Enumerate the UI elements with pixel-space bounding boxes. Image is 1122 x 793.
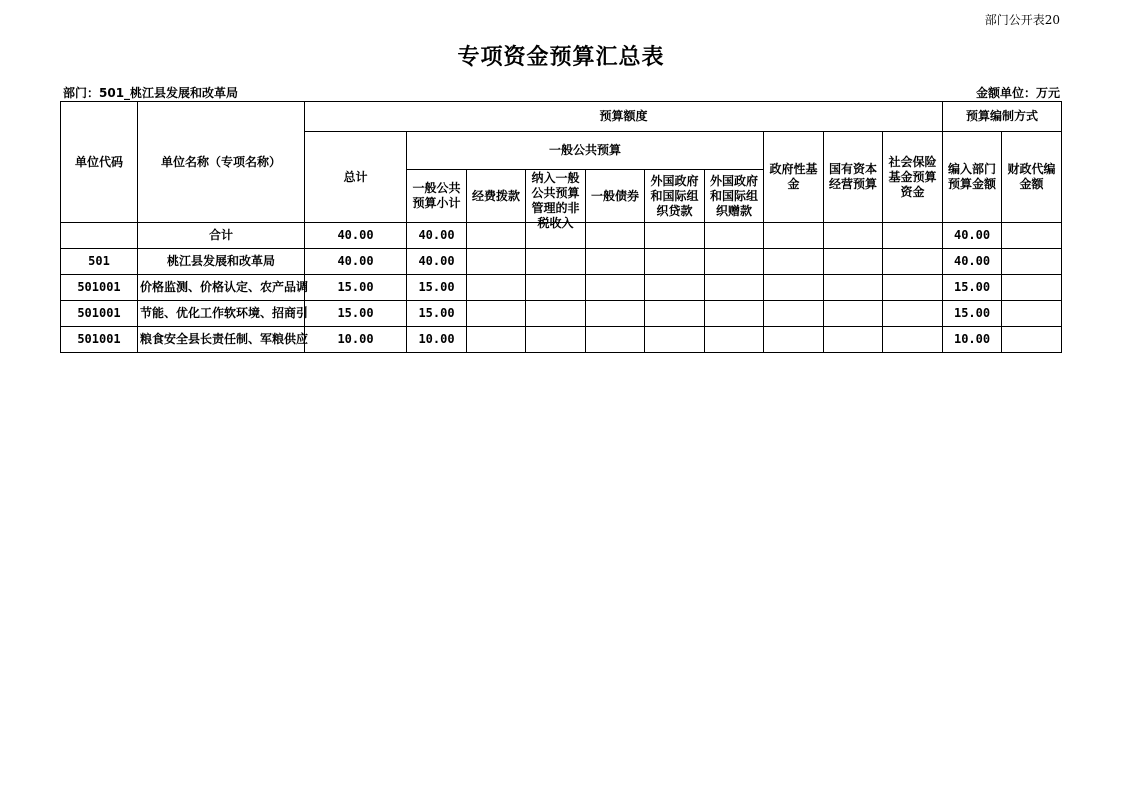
amount-unit-label: 金额单位：万元	[975, 86, 1060, 100]
empty-cell	[883, 275, 943, 301]
row-subtotal-cell: 15.00	[407, 275, 467, 301]
header-dept-amount: 编入部门预算金额	[943, 132, 1002, 223]
total-total-cell: 40.00	[305, 223, 407, 249]
empty-cell	[467, 327, 526, 353]
empty-cell	[526, 249, 586, 275]
table-row	[61, 275, 1062, 301]
empty-cell	[883, 249, 943, 275]
row-dept-amount-cell: 40.00	[943, 249, 1002, 275]
empty-cell	[883, 301, 943, 327]
header-budget-method: 预算编制方式	[943, 102, 1062, 132]
header-finance-amount: 财政代编金额	[1002, 132, 1062, 223]
empty-cell	[764, 223, 824, 249]
header-general-bonds: 一般债券	[586, 170, 645, 223]
empty-cell	[526, 275, 586, 301]
empty-cell	[1002, 327, 1062, 353]
empty-cell	[586, 223, 645, 249]
empty-cell	[526, 327, 586, 353]
empty-cell	[526, 301, 586, 327]
row-name-cell: 节能、优化工作软环境、招商引	[138, 301, 305, 327]
row-name-cell: 价格监测、价格认定、农产品调	[138, 275, 305, 301]
empty-cell	[467, 275, 526, 301]
empty-cell	[824, 327, 883, 353]
row-subtotal-cell: 40.00	[407, 249, 467, 275]
row-dept-amount-cell: 15.00	[943, 275, 1002, 301]
row-code-cell: 501001	[61, 275, 138, 301]
empty-cell	[1002, 223, 1062, 249]
empty-cell	[645, 249, 705, 275]
empty-cell	[764, 249, 824, 275]
empty-cell	[1002, 301, 1062, 327]
total-label-cell: 合计	[138, 223, 305, 249]
empty-cell	[586, 327, 645, 353]
empty-cell	[764, 327, 824, 353]
empty-cell	[705, 275, 764, 301]
empty-cell	[824, 275, 883, 301]
page-title: 专项资金预算汇总表	[457, 45, 665, 70]
header-social-insurance: 社会保险基金预算资金	[883, 132, 943, 223]
header-funding: 经费拨款	[467, 170, 526, 223]
empty-cell	[883, 327, 943, 353]
row-code-cell: 501001	[61, 327, 138, 353]
empty-cell	[645, 327, 705, 353]
header-unit-name: 单位名称（专项名称）	[138, 102, 305, 223]
empty-cell	[467, 301, 526, 327]
budget-table	[60, 101, 1062, 353]
row-dept-amount-cell: 10.00	[943, 327, 1002, 353]
header-gpb-subtotal: 一般公共预算小计	[407, 170, 467, 223]
empty-cell	[586, 249, 645, 275]
header-unit-code: 单位代码	[61, 102, 138, 223]
header-non-tax-text: 纳入一般公共预算管理的非税收入	[531, 171, 580, 230]
row-dept-amount-cell: 15.00	[943, 301, 1002, 327]
empty-cell	[764, 301, 824, 327]
total-subtotal-cell: 40.00	[407, 223, 467, 249]
table-row	[61, 249, 1062, 275]
empty-cell	[586, 301, 645, 327]
department-label: 部门：501_桃江县发展和改革局	[63, 86, 239, 100]
header-total: 总计	[305, 132, 407, 223]
empty-cell	[645, 275, 705, 301]
row-subtotal-cell: 15.00	[407, 301, 467, 327]
total-code-cell	[61, 223, 138, 249]
header-foreign-loans: 外国政府和国际组织贷款	[645, 170, 705, 223]
row-total-cell: 40.00	[305, 249, 407, 275]
row-code-cell: 501	[61, 249, 138, 275]
header-budget-amount: 预算额度	[305, 102, 943, 132]
empty-cell	[824, 301, 883, 327]
empty-cell	[705, 223, 764, 249]
row-total-cell: 15.00	[305, 301, 407, 327]
table-row	[61, 301, 1062, 327]
row-subtotal-cell: 10.00	[407, 327, 467, 353]
row-name-cell: 粮食安全县长责任制、军粮供应	[138, 327, 305, 353]
empty-cell	[645, 301, 705, 327]
empty-cell	[1002, 275, 1062, 301]
empty-cell	[586, 275, 645, 301]
empty-cell	[824, 223, 883, 249]
empty-cell	[883, 223, 943, 249]
empty-cell	[764, 275, 824, 301]
empty-cell	[467, 223, 526, 249]
row-name-cell: 桃江县发展和改革局	[138, 249, 305, 275]
table-row	[61, 327, 1062, 353]
row-total-cell: 10.00	[305, 327, 407, 353]
header-general-public-budget: 一般公共预算	[407, 132, 764, 170]
empty-cell	[824, 249, 883, 275]
empty-cell	[1002, 249, 1062, 275]
page-code: 部门公开表20	[984, 13, 1060, 27]
empty-cell	[705, 327, 764, 353]
header-non-tax	[526, 170, 586, 230]
row-total-cell: 15.00	[305, 275, 407, 301]
header-foreign-grants: 外国政府和国际组织赠款	[705, 170, 764, 223]
total-dept-amount-cell: 40.00	[943, 223, 1002, 249]
empty-cell	[705, 249, 764, 275]
empty-cell	[467, 249, 526, 275]
empty-cell	[645, 223, 705, 249]
row-code-cell: 501001	[61, 301, 138, 327]
empty-cell	[705, 301, 764, 327]
header-state-capital: 国有资本经营预算	[824, 132, 883, 223]
header-gov-fund: 政府性基金	[764, 132, 824, 223]
